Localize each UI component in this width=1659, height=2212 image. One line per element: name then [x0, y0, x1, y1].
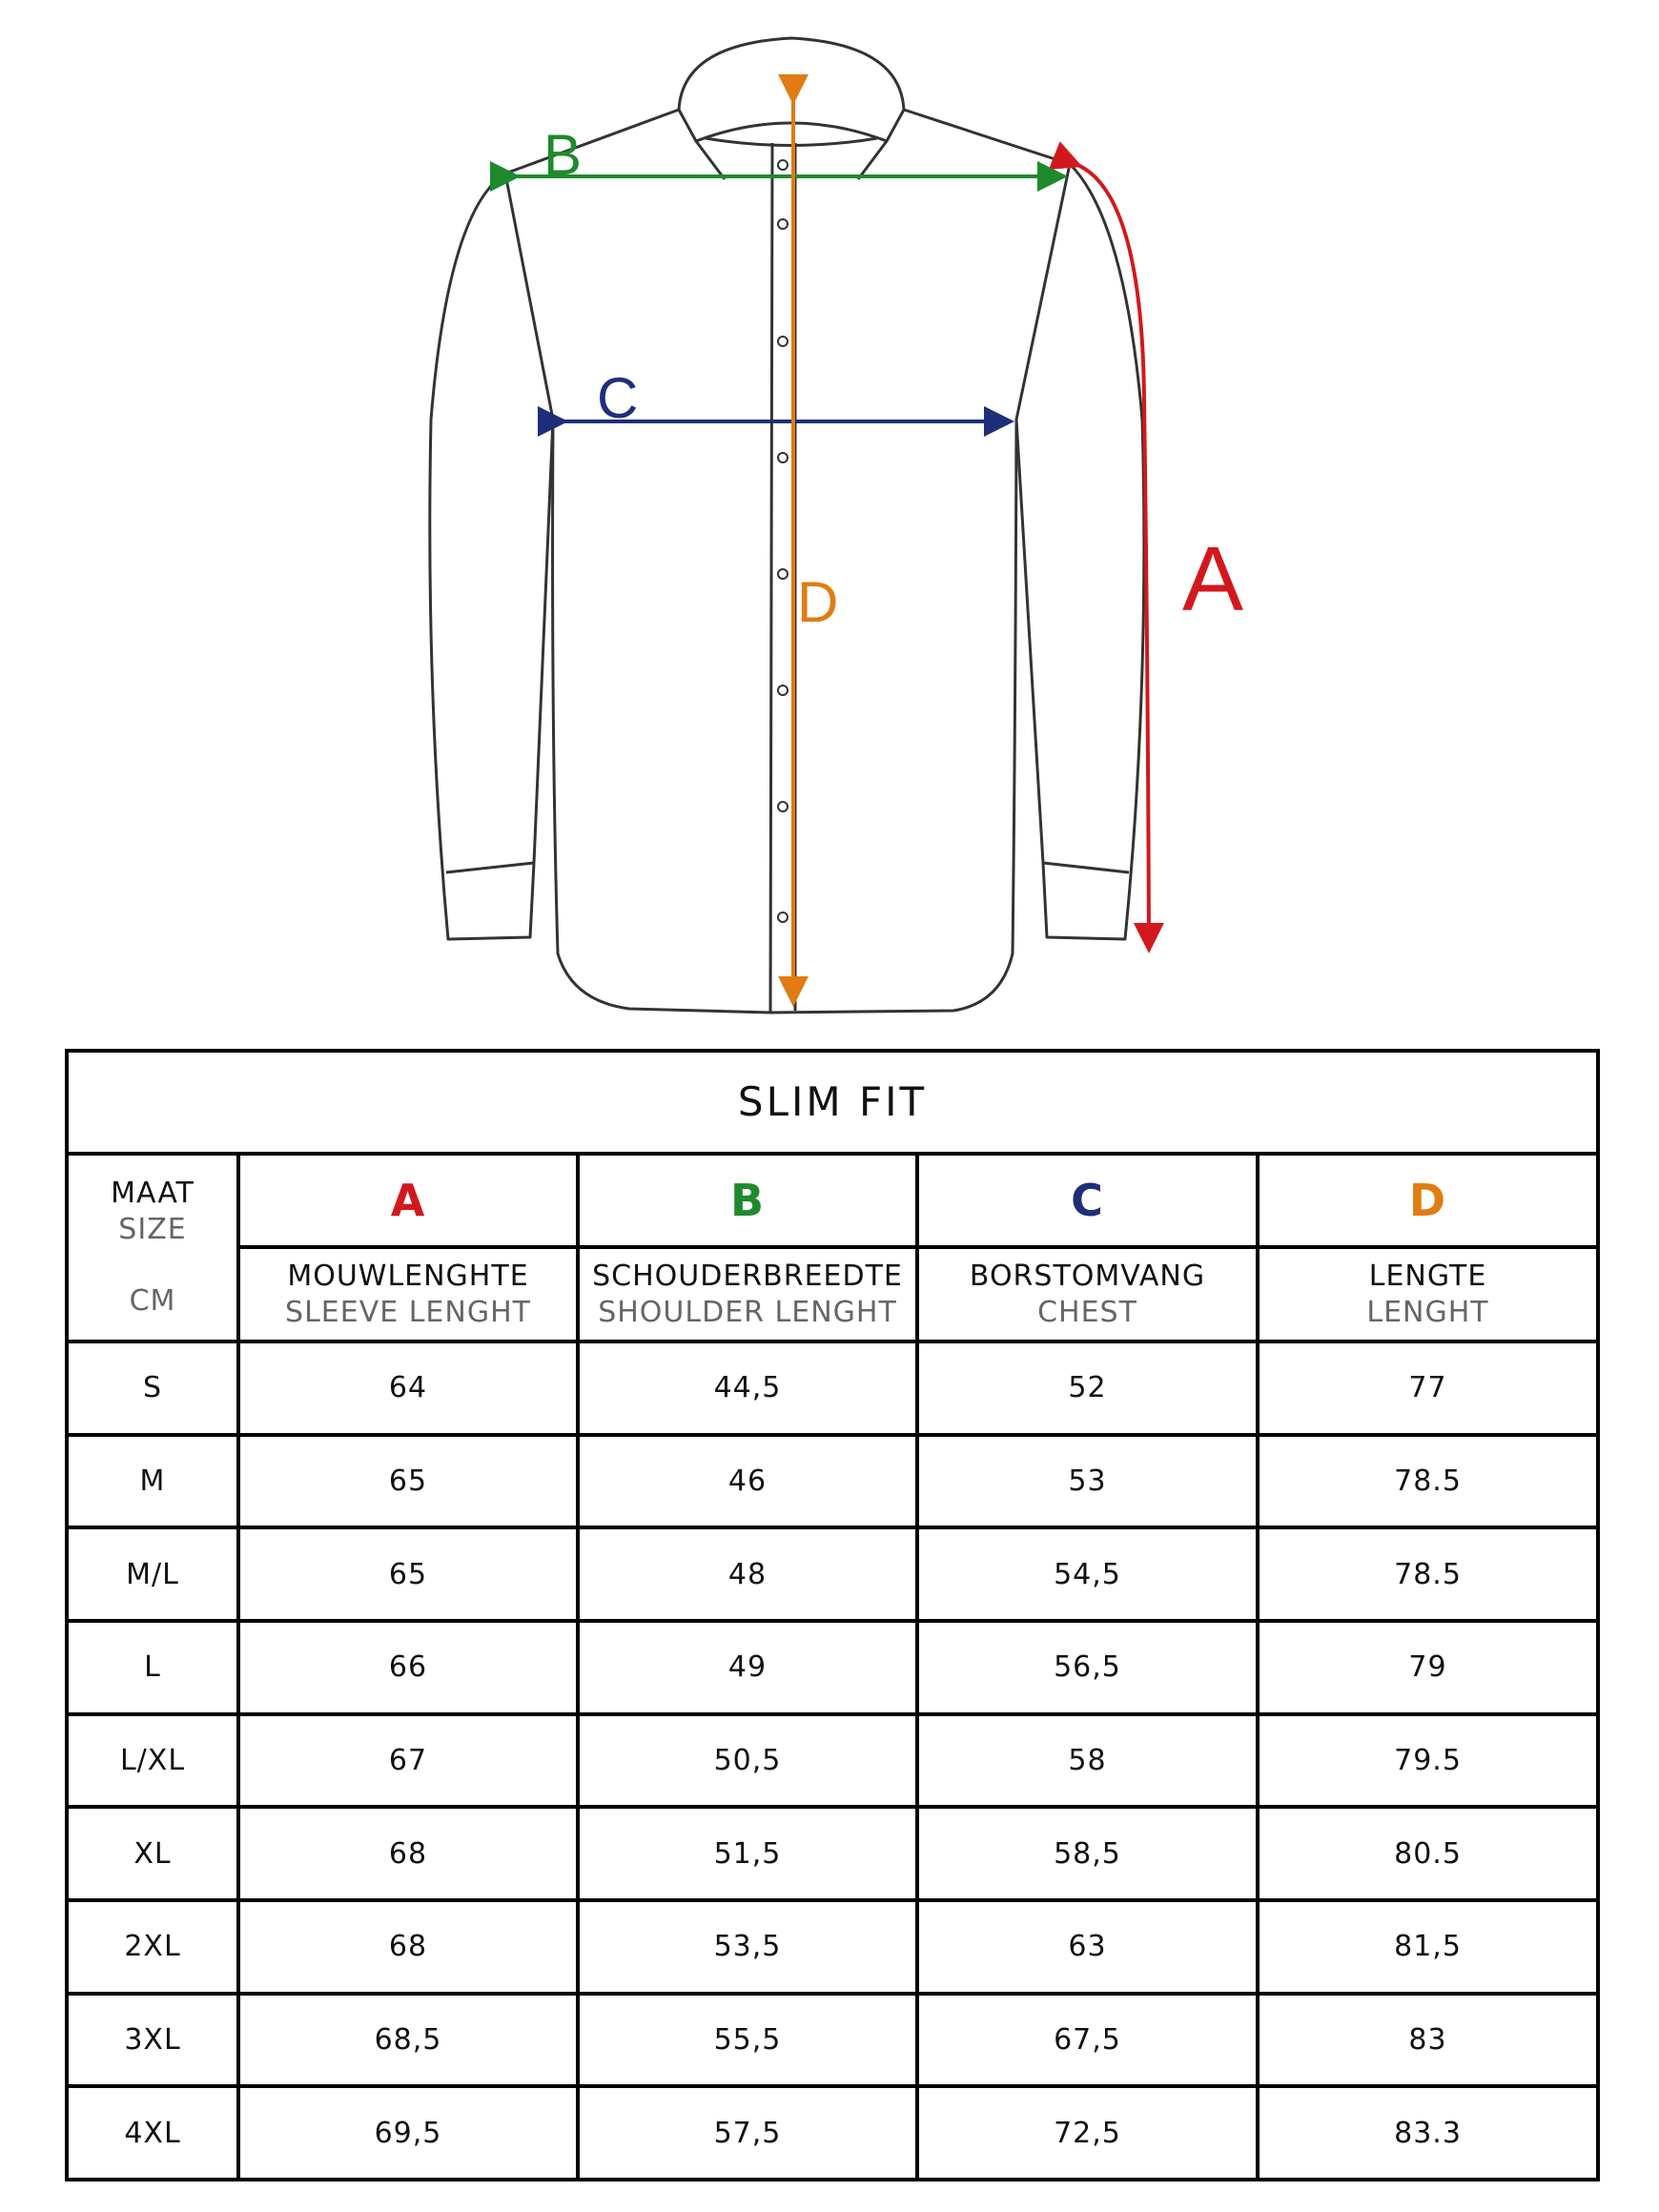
- size-cell: L: [67, 1621, 238, 1714]
- column-header-a-nl: MOUWLENGHTE: [287, 1260, 529, 1294]
- sleeve-cell: 65: [238, 1527, 578, 1621]
- column-header-row: [67, 1247, 1598, 1342]
- chest-cell: 52: [917, 1342, 1258, 1435]
- chest-cell: 54,5: [917, 1527, 1258, 1621]
- shoulder-cell: 49: [578, 1621, 917, 1714]
- chest-cell: 72,5: [917, 2086, 1258, 2180]
- length-cell: 78.5: [1258, 1527, 1598, 1621]
- table-title: SLIM FIT: [67, 1051, 1598, 1154]
- column-header-b: [578, 1247, 917, 1342]
- size-cell: M/L: [67, 1527, 238, 1621]
- column-letter-b: B: [578, 1154, 917, 1248]
- column-letter-c: C: [917, 1154, 1258, 1248]
- size-header-maat: MAAT: [111, 1177, 195, 1211]
- chest-cell: 56,5: [917, 1621, 1258, 1714]
- column-header-d-en: LENGHT: [1366, 1295, 1489, 1329]
- label-a: A: [1182, 528, 1244, 630]
- sleeve-cell: 68: [238, 1900, 578, 1994]
- shoulder-cell: 57,5: [578, 2086, 917, 2180]
- size-table: [65, 1049, 1600, 2181]
- length-cell: 77: [1258, 1342, 1598, 1435]
- size-cell: M: [67, 1435, 238, 1528]
- label-b: B: [543, 123, 583, 187]
- column-header-a: [238, 1247, 578, 1342]
- shoulder-cell: 50,5: [578, 1714, 917, 1808]
- column-header-b-en: SHOULDER LENGHT: [598, 1295, 897, 1329]
- column-letter-d: D: [1258, 1154, 1598, 1248]
- column-header-b-nl: SCHOUDERBREEDTE: [592, 1260, 903, 1294]
- shoulder-cell: 46: [578, 1435, 917, 1528]
- column-header-a-en: SLEEVE LENGHT: [285, 1295, 531, 1329]
- table-row: [67, 2086, 1598, 2180]
- label-c: C: [597, 366, 639, 430]
- column-header-d: [1258, 1247, 1598, 1342]
- sleeve-cell: 66: [238, 1621, 578, 1714]
- shirt-diagram: [0, 0, 1659, 1039]
- sleeve-cell: 68,5: [238, 1994, 578, 2087]
- size-cell: 2XL: [67, 1900, 238, 1994]
- size-header: [67, 1154, 238, 1342]
- size-header-unit: CM: [129, 1284, 176, 1319]
- size-cell: 4XL: [67, 2086, 238, 2180]
- column-header-c-nl: BORSTOMVANG: [969, 1260, 1206, 1294]
- shoulder-cell: 51,5: [578, 1807, 917, 1900]
- table-row: [67, 1621, 1598, 1714]
- length-cell: 80.5: [1258, 1807, 1598, 1900]
- table-row: [67, 1435, 1598, 1528]
- chest-cell: 58,5: [917, 1807, 1258, 1900]
- letter-row: [67, 1154, 1598, 1248]
- table-row: [67, 1342, 1598, 1435]
- sleeve-cell: 64: [238, 1342, 578, 1435]
- table-row: [67, 1714, 1598, 1808]
- column-header-c-en: CHEST: [1037, 1295, 1137, 1329]
- chest-cell: 53: [917, 1435, 1258, 1528]
- chest-cell: 63: [917, 1900, 1258, 1994]
- sleeve-cell: 67: [238, 1714, 578, 1808]
- table-row: [67, 1900, 1598, 1994]
- sleeve-cell: 68: [238, 1807, 578, 1900]
- sleeve-cell: 65: [238, 1435, 578, 1528]
- size-cell: L/XL: [67, 1714, 238, 1808]
- length-cell: 79: [1258, 1621, 1598, 1714]
- shoulder-cell: 44,5: [578, 1342, 917, 1435]
- length-cell: 83: [1258, 1994, 1598, 2087]
- title-row: [67, 1051, 1598, 1154]
- size-cell: 3XL: [67, 1994, 238, 2087]
- chest-cell: 67,5: [917, 1994, 1258, 2087]
- shoulder-cell: 48: [578, 1527, 917, 1621]
- size-header-size: SIZE: [118, 1212, 187, 1246]
- table-row: [67, 1807, 1598, 1900]
- length-cell: 81,5: [1258, 1900, 1598, 1994]
- table-row: [67, 1994, 1598, 2087]
- column-header-c: [917, 1247, 1258, 1342]
- length-cell: 79.5: [1258, 1714, 1598, 1808]
- shoulder-cell: 55,5: [578, 1994, 917, 2087]
- shoulder-cell: 53,5: [578, 1900, 917, 1994]
- shirt-outline: [430, 38, 1144, 1013]
- length-cell: 78.5: [1258, 1435, 1598, 1528]
- size-cell: S: [67, 1342, 238, 1435]
- size-cell: XL: [67, 1807, 238, 1900]
- label-d: D: [797, 570, 839, 634]
- shirt-buttons: [778, 160, 788, 922]
- column-letter-a: A: [238, 1154, 578, 1248]
- sleeve-length-arrow: [1075, 164, 1149, 946]
- length-cell: 83.3: [1258, 2086, 1598, 2180]
- chest-cell: 58: [917, 1714, 1258, 1808]
- column-header-d-nl: LENGTE: [1368, 1260, 1487, 1294]
- table-row: [67, 1527, 1598, 1621]
- sleeve-cell: 69,5: [238, 2086, 578, 2180]
